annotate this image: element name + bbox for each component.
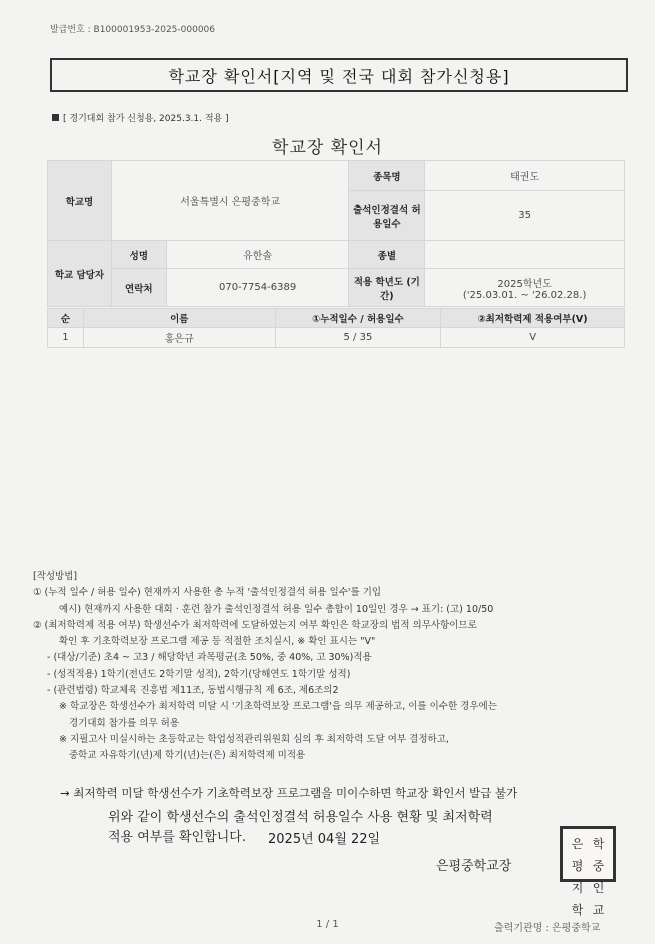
note-line: ① (누적 일수 / 허용 일수) 현재까지 사용한 총 누적 '출석인정결석 허용 일수'를 기입 (33, 587, 382, 599)
writing-instructions (33, 569, 633, 765)
square-bullet-icon (52, 114, 59, 121)
document-title-box: 학교장 확인서[지역 및 전국 대회 참가신청용] (50, 58, 628, 92)
header-no: 순 (48, 309, 84, 328)
period-value: ('25.03.01. ~ '26.02.28.) (462, 289, 587, 301)
note-line: ② (최저학력제 적용 여부) 학생선수가 최저학력에 도달하였는지 여부 확인은 학교장의 법적 의무사항이므로 (33, 619, 477, 631)
seal-char: 지학 (571, 881, 584, 917)
header-name: 이름 (83, 309, 275, 328)
note-line: - (대상/기준) 초4 ~ 고3 / 해당학년 과목평균(초 50%, 중 40%, 고 30%)적용 (47, 652, 372, 664)
sport-value: 태권도 (425, 161, 625, 191)
row-applied: V (441, 328, 625, 348)
section-label (52, 111, 229, 124)
output-organization: 출력기관명 : 은평중학교 (494, 923, 601, 934)
year-cell (425, 269, 625, 307)
seal-char: 은평 (571, 837, 584, 873)
header-applied: ②최저학력제 적용여부(V) (441, 309, 625, 328)
manager-label: 학교 담당자 (48, 241, 112, 307)
year-label: 적용 학년도 (기간) (349, 269, 425, 307)
header-days: ①누적일수 / 허용일수 (275, 309, 441, 328)
confirmation-line: 위와 같이 학생선수의 출석인정결석 허용일수 사용 현황 및 최저학력 (108, 810, 493, 825)
school-name-label: 학교명 (48, 161, 112, 241)
contact-label: 연락처 (111, 269, 166, 307)
note-line: 경기대회 참가를 의무 허용 (69, 717, 180, 729)
attendance-label: 출석인정결석 허용일수 (349, 191, 425, 241)
seal-char: 학중 (592, 837, 605, 873)
school-seal-stamp (560, 826, 616, 917)
year-value: 2025학년도 (497, 278, 552, 290)
note-line: ※ 지필고사 미실시하는 초등학교는 학업성적관리위원회 심의 후 최저학력 도달 여부 결정하고, (59, 733, 449, 745)
seal-char: 인교 (592, 881, 605, 917)
note-line: 중학교 자유학기(년)제 학기(년)는(은) 최저학력제 미적용 (69, 750, 306, 762)
main-title: 학교장 확인서 (272, 138, 383, 158)
note-line: 확인 후 기초학력보장 프로그램 제공 등 적절한 조치실시, ※ 확인 표시는 "V" (59, 636, 376, 648)
attendance-value: 35 (425, 191, 625, 241)
section-label-text: [ 경기대회 참가 신청용, 2025.3.1. 적용 ] (63, 114, 229, 124)
note-line: - (관련법령) 학교체육 진흥법 제11조, 동법시행규칙 제 6조, 제6조의2 (47, 685, 339, 697)
contact-value: 070-7754-6389 (166, 269, 349, 307)
note-line: 예시) 현재까지 사용한 대회 · 훈련 참가 출석인정결석 허용 일수 총합이 10일인 경우 → 표기: (고) 10/50 (59, 603, 494, 615)
document-number: 발급번호 : B100001953-2025-000006 (50, 25, 215, 35)
note-line: ※ 학교장은 학생선수가 최저학력 미달 시 '기초학력보장 프로그램'을 의무 제공하고, 이를 이수한 경우에는 (59, 701, 497, 713)
issue-date: 2025년 04월 22일 (268, 832, 381, 847)
page-number: 1 / 1 (316, 919, 339, 930)
table-row (48, 328, 625, 348)
confirmation-line: 적용 여부를 확인합니다. (108, 830, 246, 845)
warning-line: → 최저학력 미달 학생선수가 기초학력보장 프로그램을 미이수하면 학교장 확인서 발급 불가 (60, 786, 518, 800)
sport-label: 종목명 (349, 161, 425, 191)
event-label: 종별 (349, 241, 425, 269)
school-name-value: 서울특별시 은평중학교 (111, 161, 349, 241)
note-heading: [작성방법] (33, 571, 78, 582)
student-list-table (47, 308, 625, 348)
principal-title: 은평중학교장 (436, 859, 512, 874)
manager-name-value: 유한솔 (166, 241, 349, 269)
event-value (425, 241, 625, 269)
row-name: 홍은규 (83, 328, 275, 348)
name-label: 성명 (111, 241, 166, 269)
note-line: - (성적적용) 1학기(전년도 2학기말 성적), 2학기(당해연도 1학기말 성적) (47, 668, 351, 680)
row-no: 1 (48, 328, 84, 348)
row-days: 5 / 35 (275, 328, 441, 348)
school-info-table (47, 160, 625, 307)
